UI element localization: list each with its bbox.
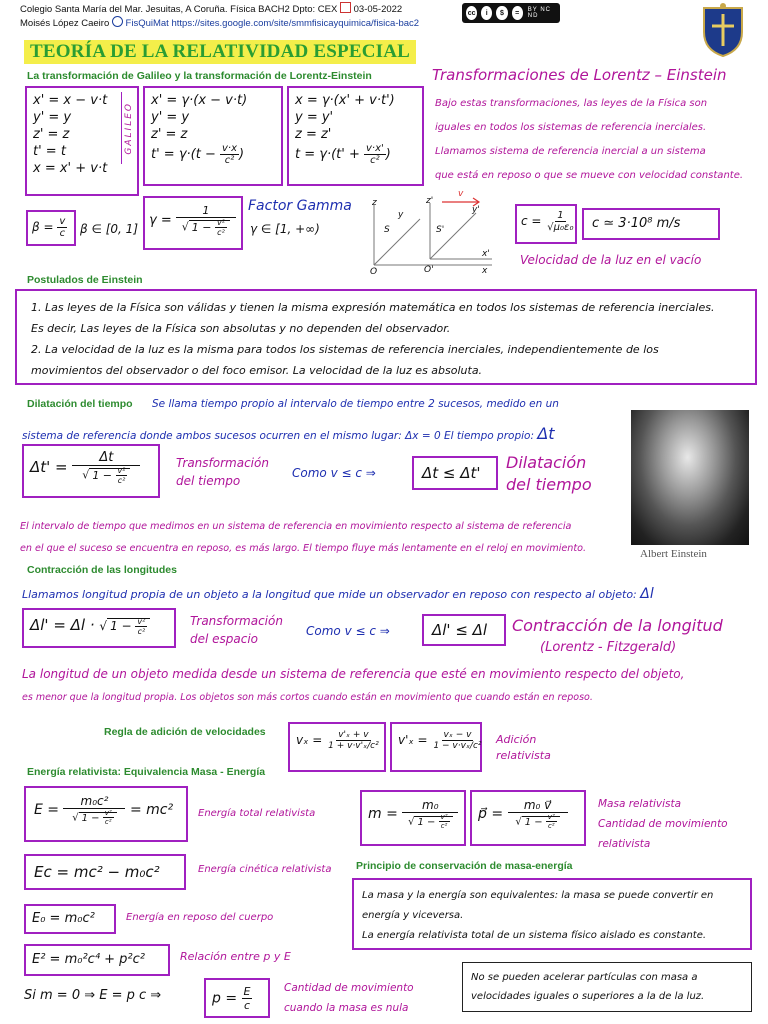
length-contraction-box: Δl' = Δl · √ 1 − $\frac{\text{v²}}{\text{c²}}$: [22, 608, 176, 648]
massless-momentum-box: p = $\frac{E}{c}$: [204, 978, 270, 1018]
section-galileo-lorentz: La transformación de Galileo y la transformación de Lorentz-Einstein: [27, 70, 372, 82]
light-speed-box: c = $\frac{1}{\text{√μ₀ε₀}}$: [515, 204, 577, 244]
postulados-box: 1. Las leyes de la Física son válidas y tienen la misma expresión matemática en todos los sistemas de referencia inerciales. Es decir, Las leyes de la Física son absolutas y no dependen del observador. 2. La velocidad de la luz es la misma para todos los sistemas de referencia inerciales, independientemente de los movimientos del observador o del foco emisor. La velocidad de la luz es absoluta.: [15, 289, 757, 385]
beta-range: β ∈ [0, 1]: [80, 222, 139, 236]
length-inequality-box: Δl' ≤ Δl: [422, 614, 506, 646]
section-postulados: Postulados de Einstein: [27, 274, 143, 286]
rest-energy-label: Energía en reposo del cuerpo: [126, 912, 274, 923]
url-link[interactable]: https://sites.google.com/site/smmfisicayquimica/fisica-bac2: [171, 18, 420, 29]
time-inequality-box: Δt ≤ Δt': [412, 456, 498, 490]
gamma-box: γ = 1 √ 1 − $\frac{\text{v²}}{\text{c²}}$: [143, 196, 243, 250]
date: 03-05-2022: [353, 4, 403, 15]
header-line1: Colegio Santa María del Mar. Jesuitas, A Coruña. Física BACH2 Dpto: CEX 03-05-2022: [20, 4, 403, 15]
length-contraction-label: Contracción de la longitud: [512, 616, 723, 635]
space-transform-label: Transformación del espacio: [190, 614, 283, 646]
einstein-photo: [631, 410, 749, 545]
header-line2: Moisés López Caeiro FisQuiMat https://sites.google.com/site/smmfisicayquimica/fisica-bac2: [20, 18, 420, 29]
galileo-label: GALILEO: [124, 101, 134, 155]
momentum-box: p⃗ = m₀ v⃗ √ 1 − $\frac{\text{v²}}{\text{c²}}$: [470, 790, 586, 846]
mass-momentum-label: Masa relativista Cantidad de movimiento relativista: [598, 798, 728, 850]
final-note-box: No se pueden acelerar partículas con masa a velocidades iguales o superiores a la de la luz.: [462, 962, 752, 1012]
lorentz-box-2: x = γ·(x' + v·t') y = y' z = z' t = γ·(t' + $\frac{v\cdot x'}{\text{c²}}$ ): [287, 86, 424, 186]
time-dilation-label: Dilatación del tiempo: [506, 453, 592, 494]
velocity-addition-box-1: vₓ = $\frac{\text{v'ₓ + v}}{\text{1 + v·v'ₓ/c²}}$: [288, 722, 386, 772]
contraccion-note: La longitud de un objeto medida desde un sistema de referencia que esté en movimiento respecto del objeto, es menor que la longitud propia. Los objetos son más cortos cuando están en movimiento que cuando están en reposo.: [22, 667, 685, 703]
school-crest-icon: [700, 2, 746, 58]
light-label: Velocidad de la luz en el vacío: [520, 253, 702, 267]
gamma-label: Factor Gamma: [248, 198, 352, 214]
time-dilation-box: Δt' = Δt √ 1 − $\frac{\text{v²}}{\text{c²}}$: [22, 444, 160, 498]
beta-box: β = $\frac{v}{c}$: [26, 210, 76, 246]
galileo-box: [25, 86, 139, 196]
cc-license-icon: cc i $ = BY NC ND: [462, 3, 560, 23]
section-dilatacion: Dilatación del tiempo: [27, 398, 133, 410]
lorentz-title: Transformaciones de Lorentz – Einstein: [432, 66, 727, 84]
page-title: TEORÍA DE LA RELATIVIDAD ESPECIAL: [24, 40, 416, 64]
section-adicion: Regla de adición de velocidades: [104, 726, 266, 738]
light-approx-box: c ≃ 3·10⁸ m/s: [582, 208, 720, 240]
lorentz-note: Bajo estas transformaciones, las leyes de la Física son iguales en todos los sistemas de referencia inerciales. Llamamos sistema de referencia inercial a un sistema que está en reposo o que se mueve con velocidad constante.: [435, 98, 744, 181]
org-link[interactable]: FisQuiMat: [125, 18, 169, 29]
dilatacion-note: El intervalo de tiempo que medimos en un sistema de referencia en movimiento respecto al sistema de referencia en el que el suceso se encuentra en reposo, es más largo. El tiempo fluye más lentamente en el reloj en movimiento.: [20, 521, 587, 554]
galileo-equations: x' = x − v·t y' = y z' = z t' = t x = x' + v·t: [33, 93, 108, 176]
rest-energy-box: E₀ = m₀c²: [24, 904, 116, 934]
massless-momentum-label: Cantidad de movimiento cuando la masa es nula: [284, 982, 414, 1014]
photo-caption: Albert Einstein: [640, 548, 707, 560]
total-energy-label: Energía total relativista: [198, 808, 316, 819]
section-contraccion: Contracción de las longitudes: [27, 564, 177, 576]
section-energia: Energía relativista: Equivalencia Masa - Energía: [27, 766, 266, 778]
dilatacion-intro: Se llama tiempo propio al intervalo de tiempo entre 2 sucesos, medido en un: [152, 398, 559, 410]
lorentz-box-1: x' = γ·(x − v·t) y' = y z' = z t' = γ·(t − $\frac{v\cdot x}{\text{c²}}$ ): [143, 86, 283, 186]
gamma-range: γ ∈ [1, +∞): [250, 222, 320, 236]
total-energy-box: E = m₀c² √ 1 − $\frac{\text{v²}}{\text{c²}}$ = mc²: [24, 786, 188, 842]
conservation-box: La masa y la energía son equivalentes: la masa se puede convertir en energía y viceversa. La energía relativista total de un sistema físico aislado es constante.: [352, 878, 752, 950]
contraccion-intro: Llamamos longitud propia de un objeto a la longitud que mide un observador en reposo con respecto al objeto: Δl: [22, 586, 654, 602]
velocity-addition-label: Adición relativista: [496, 733, 551, 762]
velocity-addition-box-2: v'ₓ = $\frac{\text{vₓ − v}}{\text{1 − v·vₓ/c²}}$: [390, 722, 482, 772]
globe-icon: [112, 16, 123, 27]
massless-condition: Si m = 0 ⇒ E = p c ⇒: [24, 988, 162, 1003]
section-conservacion: Principio de conservación de masa-energía: [356, 860, 573, 872]
energy-momentum-label: Relación entre p y E: [180, 950, 291, 963]
calendar-icon: [340, 2, 351, 13]
time-transform-label: Transformación del tiempo: [176, 456, 269, 488]
reference-frames-diagram: z y S O z' y' S' O' x' x v: [370, 189, 490, 277]
energy-momentum-box: E² = m₀²c⁴ + p²c²: [24, 944, 170, 976]
kinetic-energy-label: Energía cinética relativista: [198, 864, 332, 875]
relativistic-mass-box: m = m₀ √ 1 − $\frac{\text{v²}}{\text{c²}}$: [360, 790, 466, 846]
kinetic-energy-box: Ec = mc² − m₀c²: [24, 854, 186, 890]
